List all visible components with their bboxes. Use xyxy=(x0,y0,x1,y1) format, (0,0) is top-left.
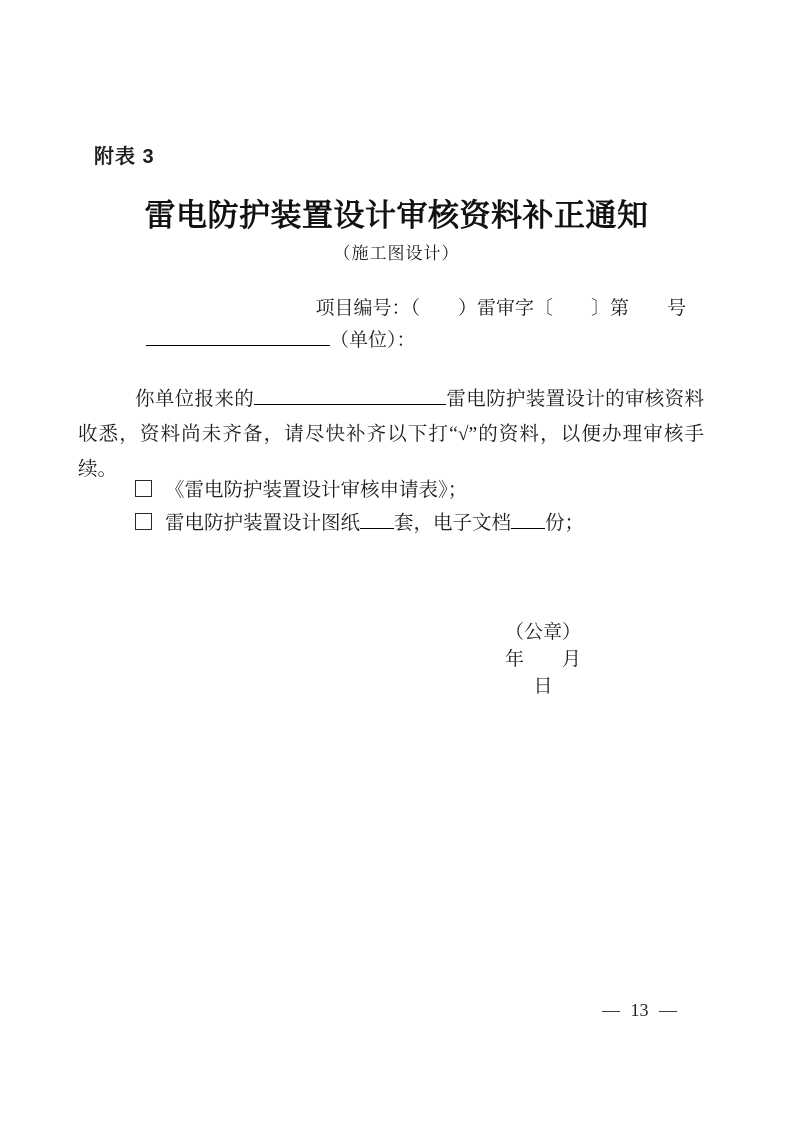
checklist-item-application-form-label: 《雷电防护装置设计审核申请表》； xyxy=(165,480,468,501)
notice-paragraph xyxy=(78,382,704,487)
edoc-count-blank-field[interactable] xyxy=(511,509,545,530)
document-subtitle: （施工图设计） xyxy=(333,244,460,263)
seal-block xyxy=(477,619,620,700)
checklist-item-application-form xyxy=(135,474,467,502)
checklist-item-design-drawings xyxy=(135,507,584,535)
checkbox-application-form[interactable] xyxy=(135,480,152,497)
copies-label: 份； xyxy=(545,513,585,534)
unit-name-blank-field[interactable] xyxy=(146,326,330,346)
official-seal-label: （公章） xyxy=(504,622,581,643)
page-number: — 13 — xyxy=(602,1000,677,1020)
unit-label: （单位）： xyxy=(330,330,416,351)
project-number-line: 项目编号：（ ）雷审字〔 〕第 号 xyxy=(315,298,686,319)
date-line: 年 月 日 xyxy=(504,649,620,697)
notice-text-before-blank: 你单位报来的 xyxy=(135,389,255,410)
project-name-blank-field[interactable] xyxy=(254,385,446,406)
drawings-label: 雷电防护装置设计图纸 xyxy=(165,513,361,534)
drawings-count-blank-field[interactable] xyxy=(360,509,394,530)
notice-text-after-blank: 雷电防护装置设计的审核资料收悉，资料尚未齐备，请尽快补齐以下打“√”的资料，以便办理审核手续。 xyxy=(78,389,704,480)
attachment-label: 附表 3 xyxy=(94,146,155,168)
sets-and-edoc-label: 套，电子文档 xyxy=(394,513,512,534)
document-title: 雷电防护装置设计审核资料补正通知 xyxy=(144,198,649,233)
checkbox-design-drawings[interactable] xyxy=(135,513,152,530)
unit-line xyxy=(146,325,416,352)
